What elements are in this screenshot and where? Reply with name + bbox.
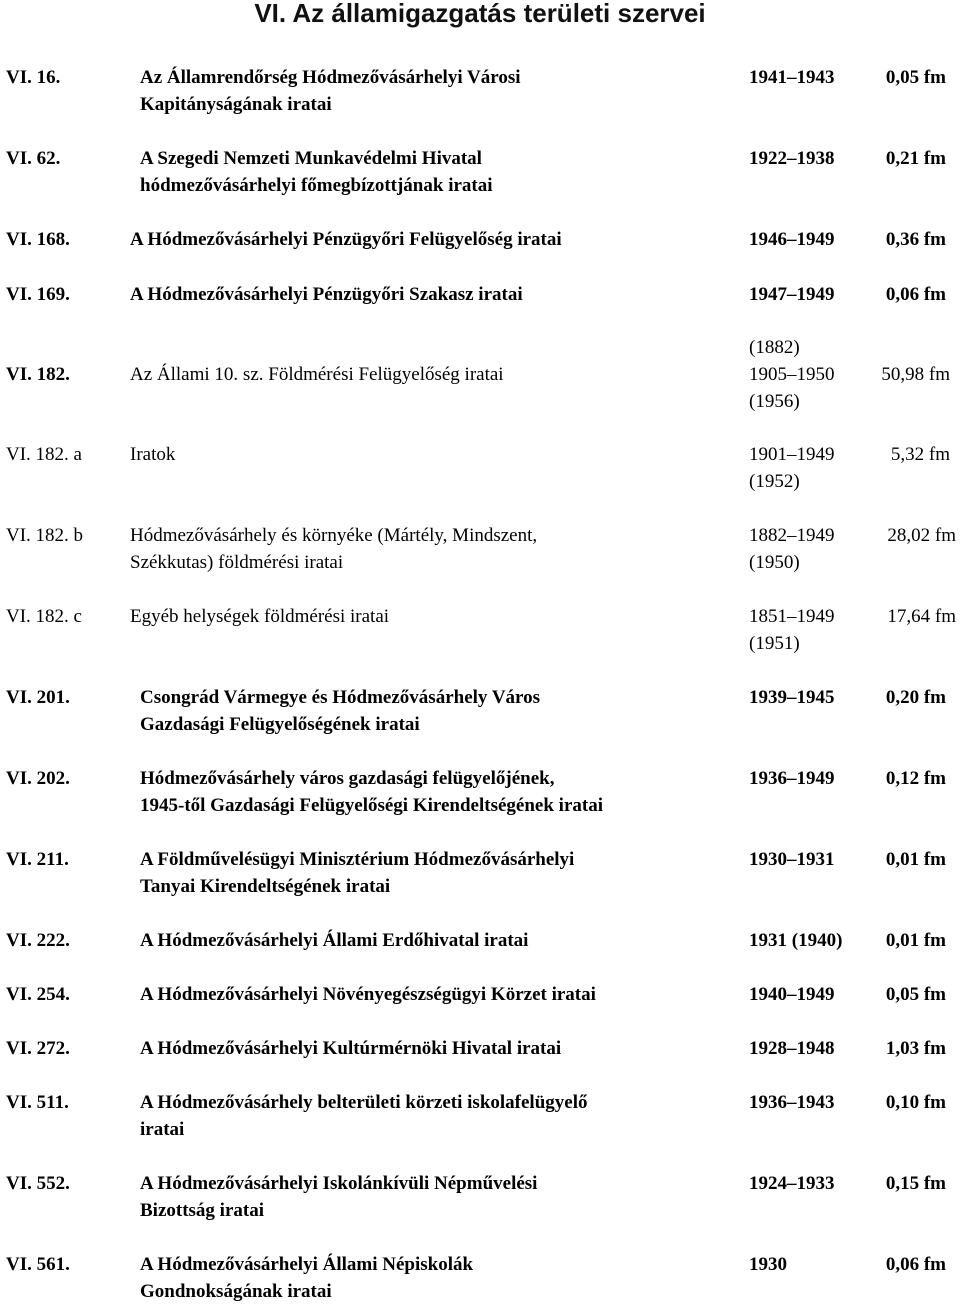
record-size: 28,02 fm (887, 525, 956, 546)
record-dates: 1946–1949 (749, 229, 835, 250)
record-dates: 1922–1938 (749, 148, 835, 169)
record-description: Csongrád Vármegye és Hódmezővásárhely Város Gazdasági Felügyelőségének iratai (140, 687, 541, 735)
record-size: 1,03 fm (885, 1038, 946, 1059)
record-description: A Földművelésügyi Minisztérium Hódmezővásárhelyi Tanyai Kirendeltségének iratai (140, 849, 575, 897)
record-code: VI. 511. (6, 1092, 69, 1113)
record-size: 0,06 fm (885, 284, 946, 305)
record-dates: 1901–1949 (1952) (749, 444, 835, 492)
record-dates: 1936–1949 (749, 768, 835, 789)
record-description: A Hódmezővásárhelyi Növényegészségügyi Körzet iratai (140, 984, 596, 1005)
record-code: VI. 182. a (6, 444, 82, 465)
record-description: A Hódmezővásárhely belterületi körzeti iskolafelügyelő iratai (140, 1092, 588, 1140)
record-code: VI. 182. c (6, 606, 82, 627)
record-description: A Hódmezővásárhelyi Iskolánkívüli Népművelési Bizottság iratai (140, 1173, 538, 1221)
record-code: VI. 201. (6, 687, 70, 708)
record-size: 0,20 fm (885, 687, 946, 708)
record-dates: 1924–1933 (749, 1173, 835, 1194)
record-dates: 1882–1949 (1950) (749, 525, 835, 573)
record-size: 0,15 fm (885, 1173, 946, 1194)
record-dates: 1936–1943 (749, 1092, 835, 1113)
record-description: A Hódmezővásárhelyi Állami Népiskolák Gondnokságának iratai (140, 1254, 474, 1302)
record-description: A Hódmezővásárhelyi Pénzügyőri Felügyelőség iratai (130, 229, 562, 250)
record-code: VI. 222. (6, 930, 70, 951)
record-dates: 1939–1945 (749, 687, 835, 708)
record-description: A Hódmezővásárhelyi Pénzügyőri Szakasz iratai (130, 284, 523, 305)
record-size: 50,98 fm (881, 364, 950, 385)
record-description: Az Állami 10. sz. Földmérési Felügyelőség iratai (130, 364, 504, 385)
record-code: VI. 254. (6, 984, 70, 1005)
record-code: VI. 169. (6, 284, 70, 305)
record-description: Hódmezővásárhely és környéke (Mártély, Mindszent, Székkutas) földmérési iratai (130, 525, 538, 573)
record-size: 0,36 fm (885, 229, 946, 250)
record-dates: 1930 (749, 1254, 787, 1275)
record-code: VI. 552. (6, 1173, 70, 1194)
record-description: Iratok (130, 444, 176, 465)
record-code: VI. 561. (6, 1254, 70, 1275)
record-dates: 1947–1949 (749, 284, 835, 305)
record-dates: 1851–1949 (1951) (749, 606, 835, 654)
record-code: VI. 272. (6, 1038, 70, 1059)
record-code: VI. 62. (6, 148, 61, 169)
record-dates: 1930–1931 (749, 849, 835, 870)
record-size: 0,05 fm (885, 67, 946, 88)
record-code: VI. 168. (6, 229, 70, 250)
record-size: 17,64 fm (887, 606, 956, 627)
record-size: 0,01 fm (885, 849, 946, 870)
record-size: 0,21 fm (885, 148, 946, 169)
record-size: 0,10 fm (885, 1092, 946, 1113)
record-dates: 1941–1943 (749, 67, 835, 88)
page-title: VI. Az államigazgatás területi szervei (254, 0, 706, 28)
record-dates: 1940–1949 (749, 984, 835, 1005)
record-code: VI. 182. (6, 364, 70, 385)
record-description: A Hódmezővásárhelyi Kultúrmérnöki Hivatal iratai (140, 1038, 562, 1059)
record-description: Az Államrendőrség Hódmezővásárhelyi Városi Kapitányságának iratai (140, 67, 521, 115)
record-description: Hódmezővásárhely város gazdasági felügyelőjének, 1945-től Gazdasági Felügyelőségi Kirendeltségének iratai (140, 768, 603, 816)
record-description: A Szegedi Nemzeti Munkavédelmi Hivatal hódmezővásárhelyi főmegbízottjának iratai (140, 148, 493, 196)
record-code: VI. 182. b (6, 525, 84, 546)
record-size: 0,05 fm (885, 984, 946, 1005)
record-code: VI. 211. (6, 849, 69, 870)
record-code: VI. 16. (6, 67, 61, 88)
record-size: 0,12 fm (885, 768, 946, 789)
record-size: 5,32 fm (890, 444, 950, 465)
record-description: Egyéb helységek földmérési iratai (130, 606, 390, 627)
record-size: 0,06 fm (885, 1254, 946, 1275)
record-dates: 1931 (1940) (749, 930, 843, 951)
record-code: VI. 202. (6, 768, 70, 789)
record-dates: (1882) 1905–1950 (1956) (749, 337, 835, 412)
record-description: A Hódmezővásárhelyi Állami Erdőhivatal iratai (140, 930, 529, 951)
record-size: 0,01 fm (885, 930, 946, 951)
record-dates: 1928–1948 (749, 1038, 835, 1059)
